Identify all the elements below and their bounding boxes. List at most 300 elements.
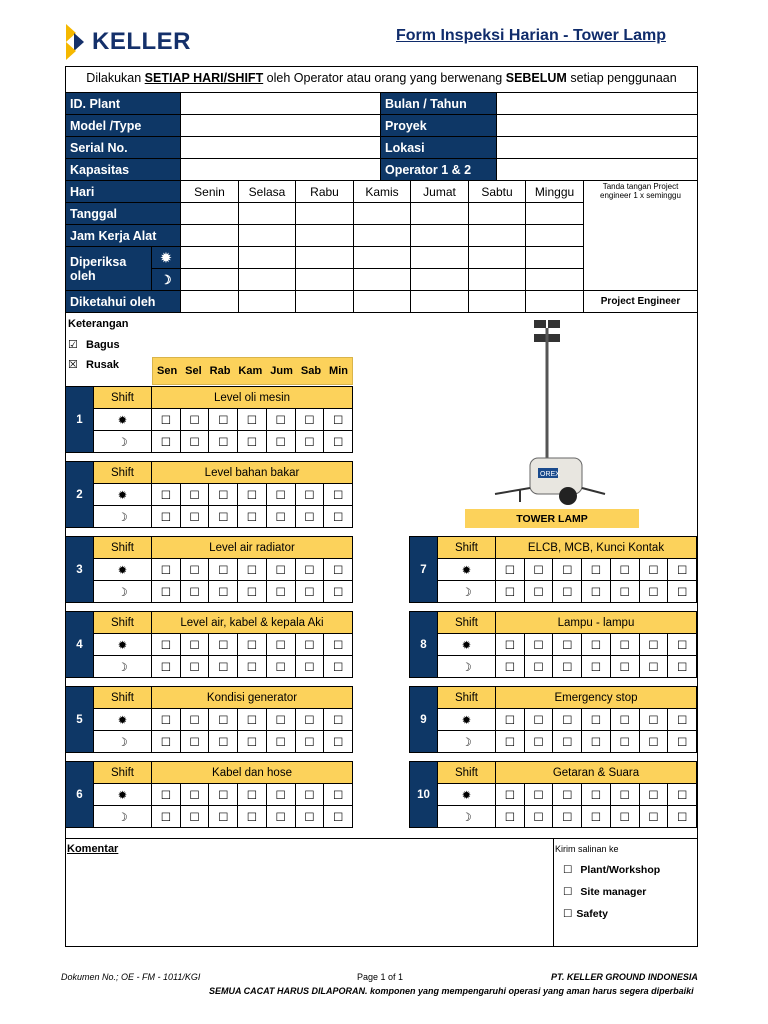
day-checkbox[interactable]: ☐: [266, 409, 295, 431]
diperiksa-cell[interactable]: [469, 247, 526, 269]
field-id-plant[interactable]: [181, 93, 381, 115]
tanggal-cell[interactable]: [469, 203, 526, 225]
diketahui-cell[interactable]: [354, 291, 411, 313]
tanggal-cell[interactable]: [354, 203, 411, 225]
comments-label: Komentar: [67, 843, 119, 855]
day-checkbox[interactable]: ☐: [553, 731, 582, 753]
day-checkbox[interactable]: ☐: [324, 409, 353, 431]
tanggal-cell[interactable]: [181, 203, 239, 225]
keller-logo: [64, 24, 204, 62]
section-title: Kondisi generator: [152, 687, 353, 709]
defect-notice-rest: komponen yang mempengaruhi operasi yang aman harus segera diperbaiki: [367, 986, 694, 996]
sun-icon: ✹: [94, 559, 152, 581]
day-checkbox[interactable]: ☐: [582, 731, 611, 753]
moon-icon: ☽: [438, 806, 496, 828]
day-checkbox[interactable]: ☐: [324, 731, 353, 753]
label-diketahui: Diketahui oleh: [66, 291, 181, 313]
jam-cell[interactable]: [469, 225, 526, 247]
day-checkbox[interactable]: ☐: [524, 784, 553, 806]
day-checkbox[interactable]: ☐: [238, 784, 267, 806]
moon-icon: ☽: [94, 431, 152, 453]
day-checkbox[interactable]: ☐: [639, 559, 668, 581]
info-table: [65, 92, 698, 181]
day-checkbox[interactable]: ☐: [180, 731, 209, 753]
day-checkbox[interactable]: ☐: [180, 506, 209, 528]
day-checkbox[interactable]: ☐: [610, 731, 639, 753]
day-checkbox[interactable]: ☐: [610, 784, 639, 806]
form-title: [396, 27, 666, 45]
tanggal-cell[interactable]: [411, 203, 469, 225]
jam-cell[interactable]: [354, 225, 411, 247]
day-checkbox[interactable]: ☐: [324, 634, 353, 656]
day-checkbox[interactable]: ☐: [668, 656, 697, 678]
day-checkbox[interactable]: ☐: [295, 806, 324, 828]
recipient-site-manager[interactable]: [563, 886, 646, 898]
day-checkbox[interactable]: ☐: [582, 634, 611, 656]
diketahui-cell[interactable]: [296, 291, 354, 313]
day-checkbox[interactable]: ☐: [209, 409, 238, 431]
label-kapasitas: Kapasitas: [66, 159, 181, 181]
legend-good: [68, 338, 158, 351]
day-checkbox[interactable]: ☐: [266, 559, 295, 581]
day-checkbox[interactable]: ☐: [639, 784, 668, 806]
day-checkbox[interactable]: ☐: [524, 806, 553, 828]
day-sabtu: Sabtu: [469, 181, 526, 203]
day-checkbox[interactable]: ☐: [639, 581, 668, 603]
moon-icon: ☽: [94, 731, 152, 753]
day-checkbox[interactable]: ☐: [266, 784, 295, 806]
diketahui-cell[interactable]: [526, 291, 584, 313]
day-checkbox[interactable]: ☐: [295, 484, 324, 506]
day-checkbox[interactable]: ☐: [524, 656, 553, 678]
section-number: 10: [410, 762, 438, 828]
check-section-7: [409, 536, 697, 603]
short-day-label: Sab: [300, 365, 322, 377]
check-section-5: [65, 686, 353, 753]
project-engineer-label: Project Engineer: [584, 291, 698, 313]
sun-icon: ✹: [94, 709, 152, 731]
field-proyek[interactable]: [497, 115, 698, 137]
day-checkbox[interactable]: ☐: [180, 484, 209, 506]
day-checkbox[interactable]: ☐: [180, 409, 209, 431]
day-checkbox[interactable]: ☐: [639, 731, 668, 753]
diperiksa-cell[interactable]: [354, 247, 411, 269]
shift-label: Shift: [94, 762, 152, 784]
shift-label: Shift: [438, 612, 496, 634]
moon-icon: ☽: [94, 581, 152, 603]
day-checkbox[interactable]: ☐: [668, 784, 697, 806]
day-checkbox[interactable]: ☐: [610, 581, 639, 603]
day-checkbox[interactable]: ☐: [238, 409, 267, 431]
diperiksa-cell[interactable]: [411, 269, 469, 291]
section-title: Level bahan bakar: [152, 462, 353, 484]
day-checkbox[interactable]: ☐: [295, 709, 324, 731]
day-checkbox[interactable]: ☐: [266, 431, 295, 453]
diketahui-cell[interactable]: [469, 291, 526, 313]
section-number: 8: [410, 612, 438, 678]
day-checkbox[interactable]: ☐: [152, 806, 181, 828]
day-checkbox[interactable]: ☐: [668, 731, 697, 753]
day-checkbox[interactable]: ☐: [209, 656, 238, 678]
sun-icon: ✹: [94, 409, 152, 431]
jam-cell[interactable]: [181, 225, 239, 247]
day-checkbox[interactable]: ☐: [582, 709, 611, 731]
day-checkbox[interactable]: ☐: [610, 559, 639, 581]
day-checkbox[interactable]: ☐: [209, 431, 238, 453]
check-section-6: [65, 761, 353, 828]
day-checkbox[interactable]: ☐: [180, 784, 209, 806]
day-checkbox[interactable]: ☐: [238, 656, 267, 678]
day-checkbox[interactable]: ☐: [266, 634, 295, 656]
shift-label: Shift: [94, 612, 152, 634]
day-checkbox[interactable]: ☐: [266, 709, 295, 731]
day-checkbox[interactable]: ☐: [180, 709, 209, 731]
tower-lamp-image: [490, 318, 610, 508]
jam-cell[interactable]: [526, 225, 584, 247]
section-title: Emergency stop: [496, 687, 697, 709]
section-title: Kabel dan hose: [152, 762, 353, 784]
comments-divider: [553, 839, 554, 947]
day-checkbox[interactable]: ☐: [209, 806, 238, 828]
day-checkbox[interactable]: ☐: [152, 484, 181, 506]
day-checkbox[interactable]: ☐: [324, 709, 353, 731]
label-tanggal: Tanggal: [66, 203, 181, 225]
day-checkbox[interactable]: ☐: [553, 806, 582, 828]
check-section-9: [409, 686, 697, 753]
day-checkbox[interactable]: ☐: [582, 784, 611, 806]
defect-notice: [209, 986, 694, 996]
shift-label: Shift: [438, 762, 496, 784]
day-checkbox[interactable]: ☐: [553, 784, 582, 806]
diperiksa-cell[interactable]: [296, 247, 354, 269]
diperiksa-cell[interactable]: [296, 269, 354, 291]
label-diperiksa: Diperiksa oleh: [66, 247, 152, 291]
label-jam-kerja: Jam Kerja Alat: [66, 225, 181, 247]
diperiksa-cell[interactable]: [526, 269, 584, 291]
moon-icon: ☽: [152, 269, 181, 291]
day-checkbox[interactable]: ☐: [209, 784, 238, 806]
day-checkbox[interactable]: ☐: [639, 806, 668, 828]
day-checkbox[interactable]: ☐: [553, 709, 582, 731]
day-checkbox[interactable]: ☐: [266, 806, 295, 828]
day-checkbox[interactable]: ☐: [610, 806, 639, 828]
document-number: Dokumen No.; OE - FM - 1011/KGI: [61, 972, 201, 982]
moon-icon: ☽: [438, 656, 496, 678]
section-title: Getaran & Suara: [496, 762, 697, 784]
day-checkbox[interactable]: ☐: [266, 656, 295, 678]
diperiksa-cell[interactable]: [411, 247, 469, 269]
day-checkbox[interactable]: ☐: [496, 559, 525, 581]
day-checkbox[interactable]: ☐: [524, 731, 553, 753]
day-checkbox[interactable]: ☐: [209, 559, 238, 581]
recipient-safety[interactable]: [563, 908, 608, 920]
short-day-label: Kam: [238, 365, 263, 377]
day-checkbox[interactable]: ☐: [582, 806, 611, 828]
day-checkbox[interactable]: ☐: [152, 709, 181, 731]
recipient-plant[interactable]: [563, 864, 660, 876]
diperiksa-cell[interactable]: [239, 247, 296, 269]
intro-emphasis-before: SEBELUM: [505, 71, 567, 85]
check-section-2: [65, 461, 353, 528]
day-checkbox[interactable]: ☐: [496, 709, 525, 731]
day-kamis: Kamis: [354, 181, 411, 203]
legend-bad-label: Rusak: [86, 359, 120, 371]
field-kapasitas[interactable]: [181, 159, 381, 181]
day-checkbox[interactable]: ☐: [152, 581, 181, 603]
section-title: Lampu - lampu: [496, 612, 697, 634]
section-number: 7: [410, 537, 438, 603]
field-operator[interactable]: [497, 159, 698, 181]
day-checkbox[interactable]: ☐: [238, 634, 267, 656]
day-checkbox[interactable]: ☐: [180, 634, 209, 656]
sun-icon: ✹: [94, 784, 152, 806]
check-section-10: [409, 761, 697, 828]
jam-cell[interactable]: [411, 225, 469, 247]
company-name: PT. KELLER GROUND INDONESIA: [551, 972, 698, 982]
day-checkbox[interactable]: ☐: [295, 731, 324, 753]
diperiksa-cell[interactable]: [181, 269, 239, 291]
intro-emphasis-daily: SETIAP HARI/SHIFT: [144, 71, 264, 85]
sun-icon: ✹: [94, 484, 152, 506]
day-checkbox[interactable]: ☐: [266, 731, 295, 753]
check-section-3: [65, 536, 353, 603]
checkbox-icon: ☐: [563, 864, 573, 876]
diketahui-cell[interactable]: [239, 291, 296, 313]
label-model-type: Model /Type: [66, 115, 181, 137]
section-title: Level air radiator: [152, 537, 353, 559]
checked-box-icon: ☑: [68, 339, 78, 351]
day-checkbox[interactable]: ☐: [295, 656, 324, 678]
day-checkbox[interactable]: ☐: [324, 806, 353, 828]
day-checkbox[interactable]: ☐: [524, 581, 553, 603]
legend: [68, 318, 158, 371]
day-checkbox[interactable]: ☐: [324, 784, 353, 806]
day-checkbox[interactable]: ☐: [324, 581, 353, 603]
day-checkbox[interactable]: ☐: [295, 431, 324, 453]
form-subject: Tower Lamp: [572, 27, 666, 44]
diperiksa-cell[interactable]: [239, 269, 296, 291]
trailer-brand: OREX: [540, 471, 560, 478]
moon-icon: ☽: [94, 656, 152, 678]
day-checkbox[interactable]: ☐: [180, 431, 209, 453]
diketahui-cell[interactable]: [411, 291, 469, 313]
day-checkbox[interactable]: ☐: [668, 634, 697, 656]
section-number: 1: [66, 387, 94, 453]
intro-mid: oleh Operator atau orang yang berwenang: [263, 71, 506, 85]
intro-post: setiap penggunaan: [566, 71, 677, 85]
field-model-type[interactable]: [181, 115, 381, 137]
section-number: 5: [66, 687, 94, 753]
tower-lamp-caption: TOWER LAMP: [465, 509, 639, 528]
check-section-1: [65, 386, 353, 453]
day-checkbox[interactable]: ☐: [180, 806, 209, 828]
diperiksa-cell[interactable]: [526, 247, 584, 269]
day-checkbox[interactable]: ☐: [209, 634, 238, 656]
day-checkbox[interactable]: ☐: [209, 709, 238, 731]
day-checkbox[interactable]: ☐: [295, 581, 324, 603]
label-id-plant: ID. Plant: [66, 93, 181, 115]
signature-note: Tanda tangan Project engineer 1 x seminggu: [584, 181, 698, 291]
day-checkbox[interactable]: ☐: [295, 559, 324, 581]
day-checkbox[interactable]: ☐: [524, 634, 553, 656]
tanggal-cell[interactable]: [526, 203, 584, 225]
check-section-8: [409, 611, 697, 678]
day-checkbox[interactable]: ☐: [238, 484, 267, 506]
day-checkbox[interactable]: ☐: [295, 409, 324, 431]
day-checkbox[interactable]: ☐: [152, 409, 181, 431]
day-checkbox[interactable]: ☐: [324, 656, 353, 678]
sun-icon: ✹: [152, 247, 181, 269]
day-checkbox[interactable]: ☐: [238, 709, 267, 731]
diketahui-cell[interactable]: [181, 291, 239, 313]
day-checkbox[interactable]: ☐: [324, 506, 353, 528]
day-checkbox[interactable]: ☐: [238, 559, 267, 581]
days-table: [65, 180, 698, 313]
day-checkbox[interactable]: ☐: [610, 634, 639, 656]
brand-name: KELLER: [92, 28, 191, 55]
day-checkbox[interactable]: ☐: [266, 484, 295, 506]
day-checkbox[interactable]: ☐: [152, 656, 181, 678]
day-checkbox[interactable]: ☐: [238, 731, 267, 753]
legend-title: Keterangan: [68, 318, 129, 330]
day-checkbox[interactable]: ☐: [324, 484, 353, 506]
legend-good-label: Bagus: [86, 339, 120, 351]
intro-line: [66, 71, 697, 85]
checkbox-icon: ☐: [563, 908, 573, 920]
day-checkbox[interactable]: ☐: [496, 731, 525, 753]
field-lokasi[interactable]: [497, 137, 698, 159]
day-checkbox[interactable]: ☐: [582, 656, 611, 678]
day-checkbox[interactable]: ☐: [209, 506, 238, 528]
day-checkbox[interactable]: ☐: [524, 709, 553, 731]
crossed-box-icon: ☒: [68, 359, 78, 371]
day-checkbox[interactable]: ☐: [295, 506, 324, 528]
day-checkbox[interactable]: ☐: [209, 581, 238, 603]
day-checkbox[interactable]: ☐: [496, 656, 525, 678]
label-proyek: Proyek: [381, 115, 497, 137]
page-indicator: Page 1 of 1: [357, 972, 404, 982]
day-checkbox[interactable]: ☐: [668, 581, 697, 603]
diperiksa-cell[interactable]: [469, 269, 526, 291]
day-checkbox[interactable]: ☐: [238, 506, 267, 528]
day-checkbox[interactable]: ☐: [152, 634, 181, 656]
day-checkbox[interactable]: ☐: [553, 656, 582, 678]
checkbox-icon: ☐: [563, 886, 573, 898]
recipient-plant-label: Plant/Workshop: [580, 864, 661, 876]
day-checkbox[interactable]: ☐: [610, 656, 639, 678]
day-checkbox[interactable]: ☐: [180, 656, 209, 678]
day-checkbox[interactable]: ☐: [266, 506, 295, 528]
section-title: Level oli mesin: [152, 387, 353, 409]
section-number: 4: [66, 612, 94, 678]
day-checkbox[interactable]: ☐: [152, 731, 181, 753]
section-number: 2: [66, 462, 94, 528]
day-checkbox[interactable]: ☐: [152, 431, 181, 453]
short-day-label: Jum: [270, 365, 293, 377]
day-checkbox[interactable]: ☐: [152, 559, 181, 581]
day-checkbox[interactable]: ☐: [209, 484, 238, 506]
field-serial-no[interactable]: [181, 137, 381, 159]
day-checkbox[interactable]: ☐: [180, 581, 209, 603]
intro-pre: Dilakukan: [86, 71, 145, 85]
day-checkbox[interactable]: ☐: [524, 559, 553, 581]
day-checkbox[interactable]: ☐: [639, 656, 668, 678]
shift-label: Shift: [94, 387, 152, 409]
jam-cell[interactable]: [239, 225, 296, 247]
day-checkbox[interactable]: ☐: [238, 431, 267, 453]
sun-icon: ✹: [438, 559, 496, 581]
diperiksa-cell[interactable]: [181, 247, 239, 269]
day-checkbox[interactable]: ☐: [152, 506, 181, 528]
day-checkbox[interactable]: ☐: [152, 784, 181, 806]
day-checkbox[interactable]: ☐: [553, 581, 582, 603]
sun-icon: ✹: [94, 634, 152, 656]
recipient-site-manager-label: Site manager: [580, 886, 647, 898]
day-checkbox[interactable]: ☐: [496, 581, 525, 603]
day-checkbox[interactable]: ☐: [668, 559, 697, 581]
label-bulan-tahun: Bulan / Tahun: [381, 93, 497, 115]
check-section-4: [65, 611, 353, 678]
tower-lamp-drawing: [490, 318, 610, 508]
shift-label: Shift: [94, 687, 152, 709]
day-checkbox[interactable]: ☐: [668, 806, 697, 828]
day-checkbox[interactable]: ☐: [610, 709, 639, 731]
diperiksa-cell[interactable]: [354, 269, 411, 291]
shift-label: Shift: [438, 687, 496, 709]
day-checkbox[interactable]: ☐: [324, 431, 353, 453]
day-checkbox[interactable]: ☐: [582, 559, 611, 581]
day-checkbox[interactable]: ☐: [639, 709, 668, 731]
day-senin: Senin: [181, 181, 239, 203]
day-checkbox[interactable]: ☐: [496, 784, 525, 806]
field-bulan-tahun[interactable]: [497, 93, 698, 115]
shift-label: Shift: [438, 537, 496, 559]
tanggal-cell[interactable]: [296, 203, 354, 225]
day-checkbox[interactable]: ☐: [238, 806, 267, 828]
moon-icon: ☽: [94, 506, 152, 528]
day-checkbox[interactable]: ☐: [668, 709, 697, 731]
label-serial-no: Serial No.: [66, 137, 181, 159]
tanggal-cell[interactable]: [239, 203, 296, 225]
moon-icon: ☽: [438, 581, 496, 603]
day-checkbox[interactable]: ☐: [238, 581, 267, 603]
day-checkbox[interactable]: ☐: [582, 581, 611, 603]
day-checkbox[interactable]: ☐: [639, 634, 668, 656]
day-checkbox[interactable]: ☐: [266, 581, 295, 603]
day-jumat: Jumat: [411, 181, 469, 203]
day-checkbox[interactable]: ☐: [324, 559, 353, 581]
day-checkbox[interactable]: ☐: [496, 806, 525, 828]
short-day-label: Sel: [185, 365, 202, 377]
day-checkbox[interactable]: ☐: [180, 559, 209, 581]
jam-cell[interactable]: [296, 225, 354, 247]
day-checkbox[interactable]: ☐: [553, 559, 582, 581]
day-checkbox[interactable]: ☐: [553, 634, 582, 656]
sun-icon: ✹: [438, 709, 496, 731]
legend-bad: [68, 358, 158, 371]
label-hari: Hari: [66, 181, 181, 203]
day-checkbox[interactable]: ☐: [209, 731, 238, 753]
recipient-safety-label: Safety: [576, 908, 608, 920]
section-number: 6: [66, 762, 94, 828]
label-operator: Operator 1 & 2: [381, 159, 497, 181]
day-checkbox[interactable]: ☐: [295, 634, 324, 656]
day-checkbox[interactable]: ☐: [295, 784, 324, 806]
short-day-label: Min: [329, 365, 348, 377]
sun-icon: ✹: [438, 784, 496, 806]
day-selasa: Selasa: [239, 181, 296, 203]
day-checkbox[interactable]: ☐: [496, 634, 525, 656]
